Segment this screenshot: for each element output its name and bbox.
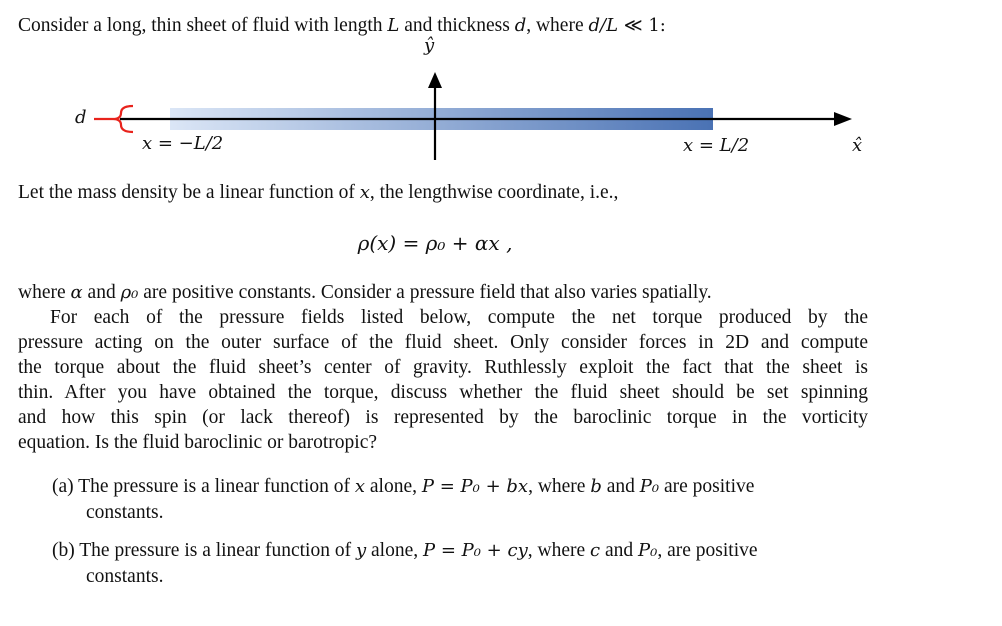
y-axis-arrowhead [428, 72, 442, 88]
option-a-continuation: constants. [86, 502, 164, 523]
intro-text-4: ≪ 1: [618, 15, 666, 36]
where-line [18, 280, 868, 305]
option-a-text-3: , where [528, 476, 591, 497]
intro-text-1: Consider a long, thin sheet of fluid with length [18, 15, 388, 36]
option-b-text-5: , are positive [657, 540, 758, 561]
option-b-text-3: , where [527, 540, 591, 561]
paragraph-line-5: and how this spin (or lack thereof) is represented by the baroclinic torque in the vorticity [18, 407, 868, 428]
intro-text-2: and thickness [399, 15, 515, 36]
option-a-formula: P = P₀ + bx [421, 476, 529, 497]
option-b-formula: P = P₀ + cy [423, 540, 528, 561]
density-text-1: Let the mass density be a linear function of [18, 182, 360, 203]
option-b-var: y [355, 540, 367, 561]
option-a-text-5: are positive [659, 476, 755, 497]
density-intro [18, 180, 868, 205]
option-b-text-2: alone, [366, 540, 423, 561]
paragraph-line-4: thin. After you have obtained the torque, discuss whether the fluid sheet should be set spinning [18, 382, 868, 403]
intro-var-L: L [387, 15, 400, 36]
where-rho0: ρ₀ [120, 282, 139, 303]
paragraph-line-1: For each of the pressure fields listed below, compute the net torque produced by the [50, 307, 868, 328]
option-b-continuation: constants. [86, 566, 164, 587]
option-b-const-1: c [590, 540, 601, 561]
option-a-const-2: P₀ [639, 476, 660, 497]
y-axis-label: ŷ [424, 35, 435, 56]
paragraph-line-2: pressure acting on the outer surface of the fluid sheet. Only consider forces in 2D and compute [18, 332, 868, 353]
option-b-const-2: P₀ [638, 540, 658, 561]
density-var-x: x [359, 182, 370, 203]
option-b-text-1: The pressure is a linear function of [74, 540, 356, 561]
paragraph-line-3: the torque about the fluid sheet’s center of gravity. Ruthlessly exploit the fact that the sheet is [18, 357, 868, 378]
density-equation: ρ(x) = ρ₀ + αx , [357, 231, 513, 255]
option-a-text-2: alone, [365, 476, 422, 497]
thickness-label: d [75, 107, 87, 128]
paragraph-line-6: equation. Is the fluid baroclinic or barotropic? [18, 432, 377, 453]
option-b-text-4: and [600, 540, 639, 561]
right-end-label: x = L/2 [683, 135, 750, 156]
option-a-var: x [354, 476, 366, 497]
option-a-label: (a) [52, 476, 74, 497]
x-axis-label: x̂ [852, 135, 863, 156]
option-a-const-1: b [590, 476, 602, 497]
option-a [52, 474, 867, 499]
where-alpha: α [70, 282, 83, 303]
where-text-2: and [82, 282, 121, 303]
option-b [52, 538, 867, 563]
intro-text-3: , where [526, 15, 589, 36]
option-a-text-4: and [601, 476, 640, 497]
option-b-label: (b) [52, 540, 75, 561]
intro-ratio: d/L [588, 15, 619, 36]
intro-var-d: d [514, 15, 527, 36]
left-end-label: x = −L/2 [142, 133, 224, 154]
x-axis-arrowhead [834, 112, 852, 126]
where-text-3: are positive constants. Consider a pressure field that also varies spatially. [138, 282, 712, 303]
density-text-2: , the lengthwise coordinate, i.e., [369, 182, 619, 203]
where-text-1: where [18, 282, 71, 303]
option-a-text-1: The pressure is a linear function of [73, 476, 355, 497]
